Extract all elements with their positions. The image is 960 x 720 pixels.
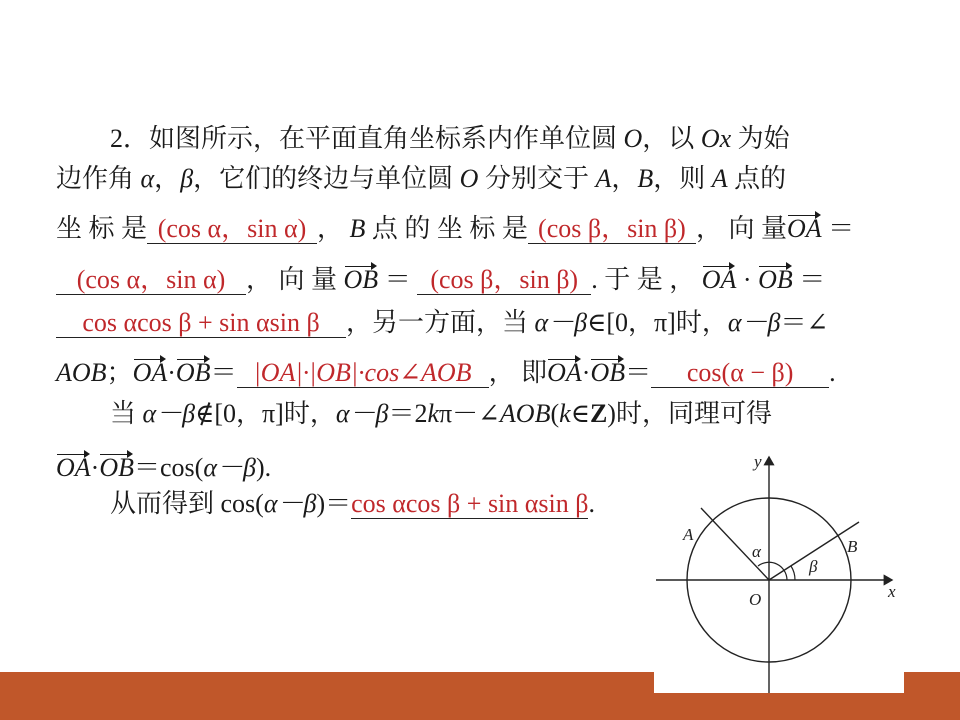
label-alpha: α bbox=[752, 542, 761, 561]
label-x: x bbox=[888, 582, 896, 601]
label-b: B bbox=[847, 537, 858, 556]
problem-line-8: OA·OB＝cos(α－β). bbox=[56, 453, 272, 482]
vector-oa: OA bbox=[786, 214, 822, 243]
angle-beta-arc bbox=[791, 566, 795, 580]
problem-line-7: 当 α－β∉[0，π]时，α－β＝2kπ－∠AOB(k∈Z)时，同理可得 bbox=[110, 399, 772, 428]
unit-circle-figure bbox=[654, 445, 904, 693]
label-beta: β bbox=[809, 557, 818, 576]
problem-line-3: 坐 标 是 (cos α，sin α) ， B 点 的 坐 标 是 (cos β，sin β) ， 向 量OA ＝ bbox=[56, 214, 855, 243]
problem-line-1: 2．如图所示，在平面直角坐标系内作单位圆 O，以 Ox 为始 bbox=[110, 124, 790, 153]
label-a: A bbox=[683, 525, 694, 544]
answer-coords-b: (cos β，sin β) bbox=[528, 215, 696, 244]
answer-dot-product: cos αcos β + sin αsin β bbox=[56, 309, 346, 338]
problem-line-6: AOB；OA·OB＝ |OA|·|OB|·cos∠AOB ， 即OA·OB＝ cos(α − β) . bbox=[56, 358, 836, 387]
answer-formula: cos αcos β + sin αsin β bbox=[351, 489, 589, 518]
problem-line-5: cos αcos β + sin αsin β ，另一方面，当 α－β∈[0，π]时，α－β＝∠ bbox=[56, 307, 828, 339]
problem-number: 2 bbox=[110, 124, 123, 153]
problem-line-4: (cos α，sin α) ， 向 量 OB ＝ (cos β，sin β) . 于 是 ， OA · OB ＝ bbox=[56, 264, 825, 296]
answer-vec-oa: (cos α，sin α) bbox=[56, 266, 246, 295]
problem-line-9: 从而得到 cos(α－β)＝cos αcos β + sin αsin β. bbox=[110, 489, 595, 518]
label-y: y bbox=[754, 452, 762, 471]
answer-magnitude: |OA|·|OB|·cos∠AOB bbox=[237, 359, 489, 388]
answer-coords-a: (cos α，sin α) bbox=[147, 215, 317, 244]
answer-vec-ob: (cos β，sin β) bbox=[417, 266, 591, 295]
unit-circle-diagram bbox=[654, 445, 904, 693]
problem-line-2: 边作角 α，β，它们的终边与单位圆 O 分别交于 A，B，则 A 点的 bbox=[56, 164, 787, 193]
answer-cos-diff: cos(α − β) bbox=[651, 359, 829, 388]
label-o: O bbox=[749, 590, 762, 609]
